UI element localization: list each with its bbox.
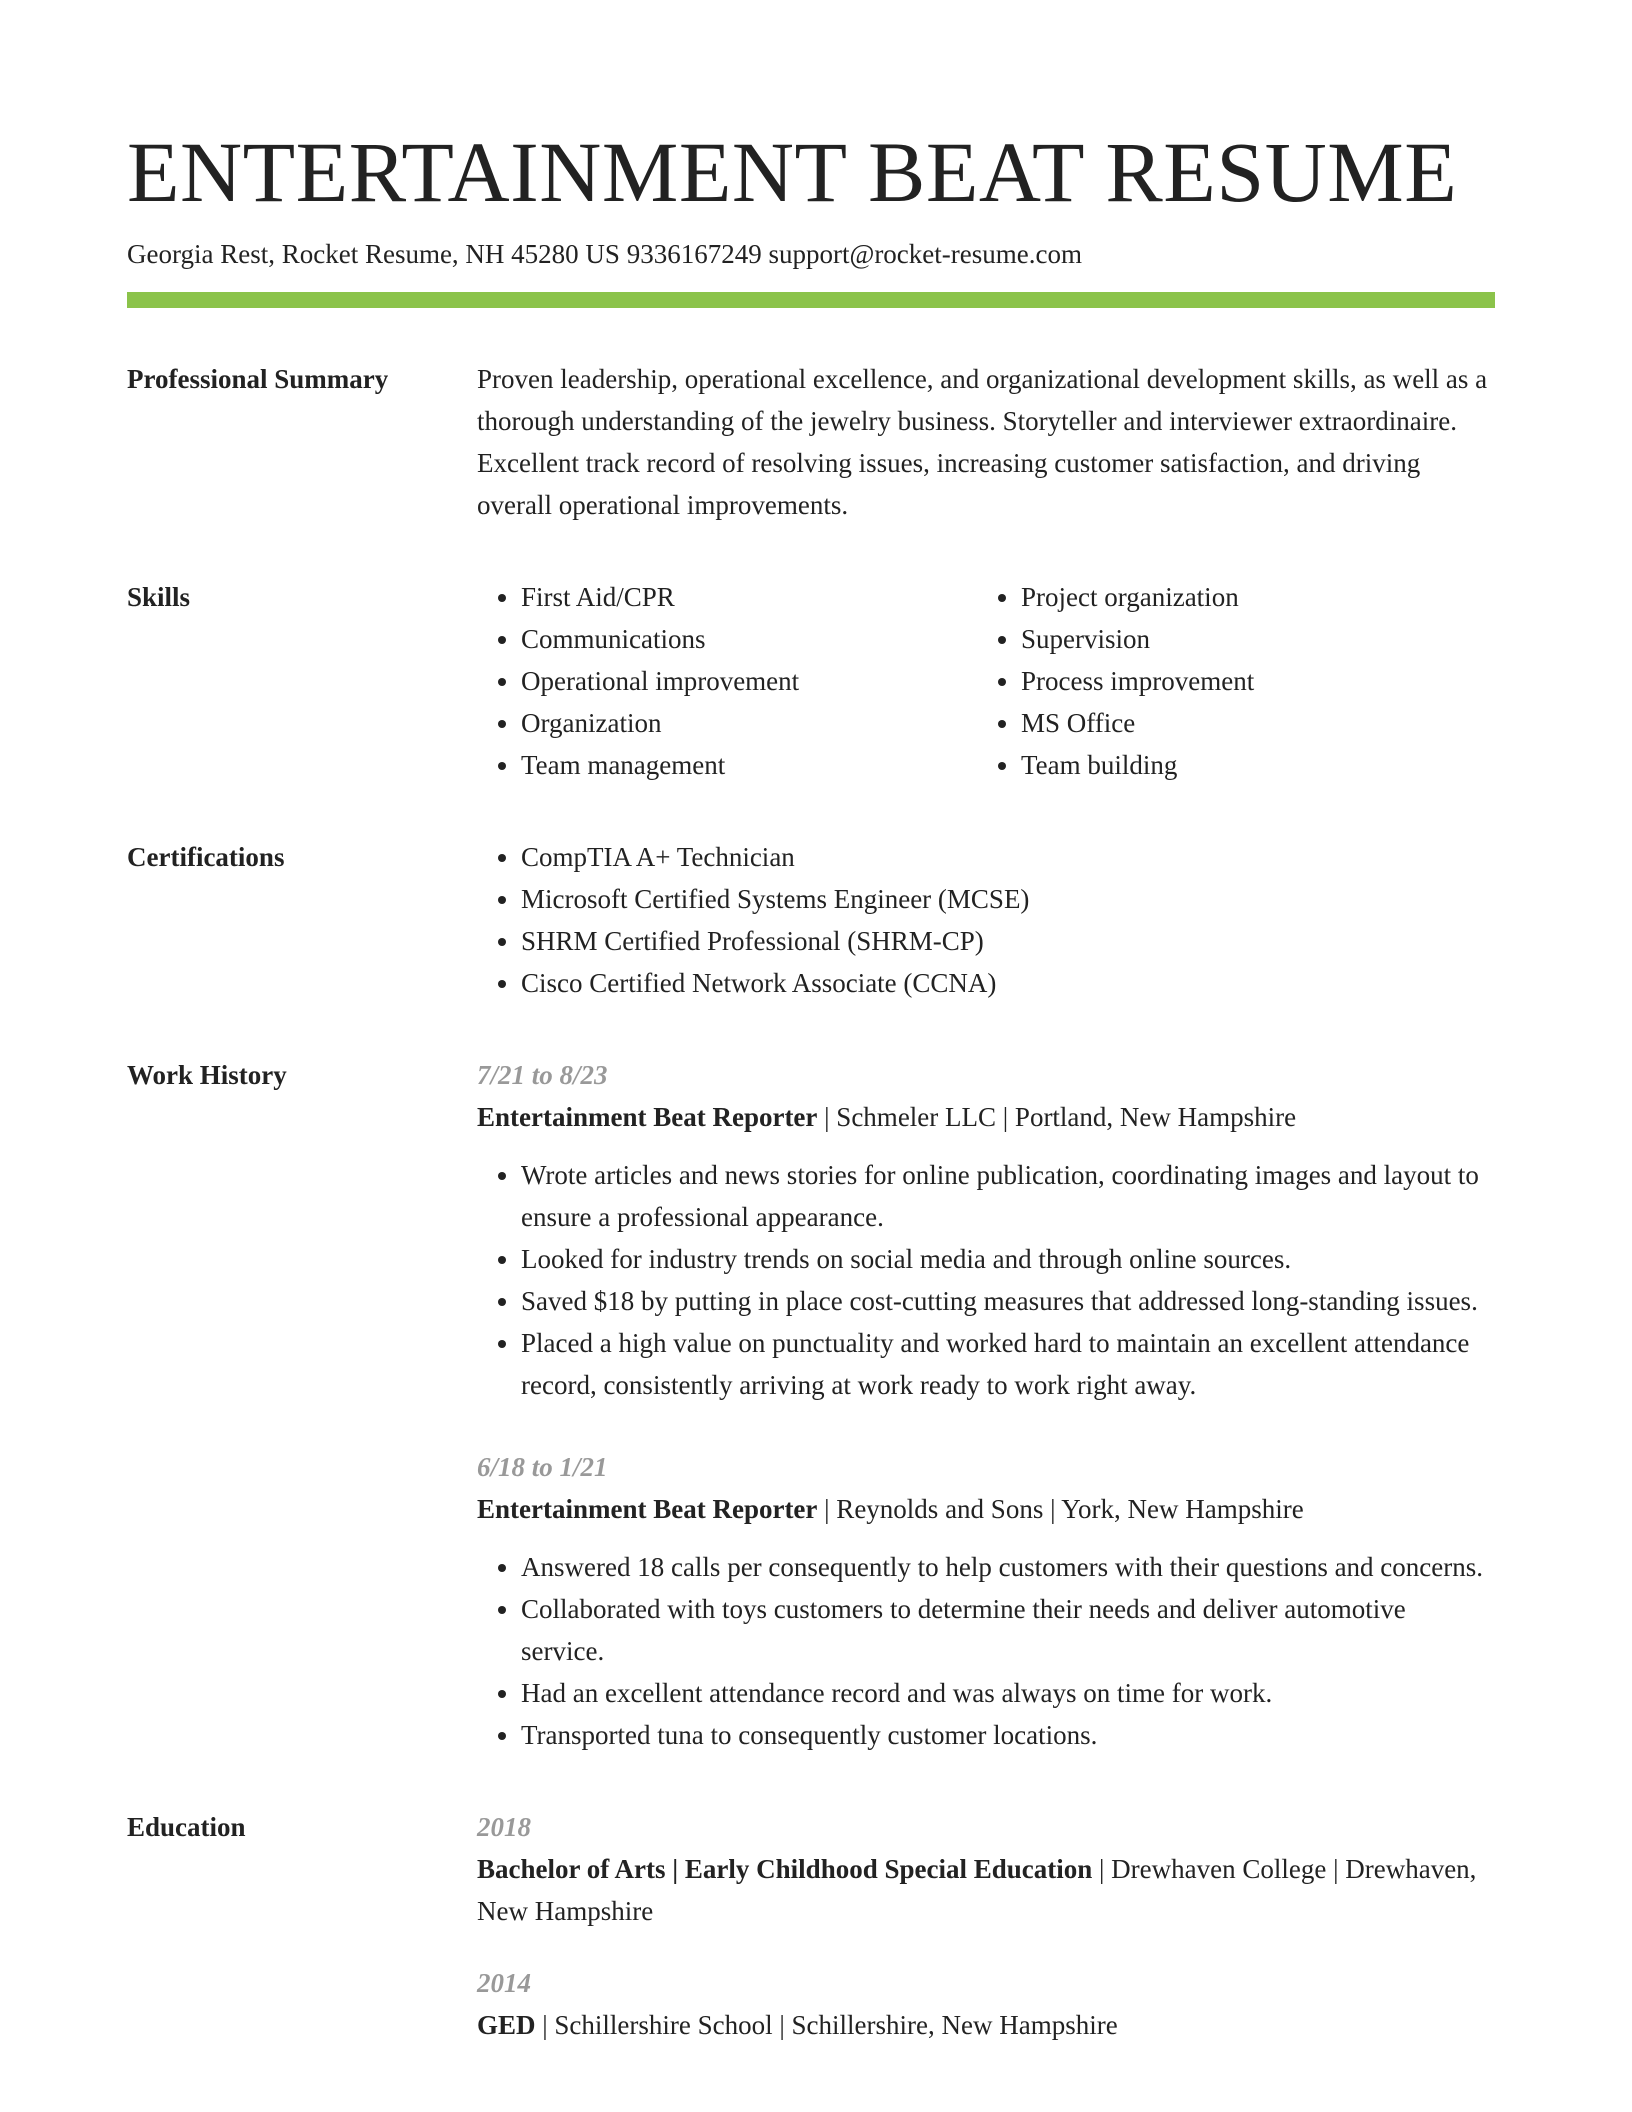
job-bullet: • Saved $18 by putting in place cost-cutting measures that addressed long-standing issues. [521, 1280, 1495, 1322]
job-details: | Reynolds and Sons | York, New Hampshire [817, 1494, 1304, 1524]
certification-item: • CompTIA A+ Technician [521, 836, 1495, 878]
job-bullet: • Answered 18 calls per consequently to help customers with their questions and concerns. [521, 1546, 1495, 1588]
job-bullet: • Collaborated with toys customers to determine their needs and deliver automotive service. [521, 1588, 1495, 1672]
contact-address: Georgia Rest, Rocket Resume, NH 45280 US [127, 239, 620, 269]
skills-label: Skills [127, 582, 191, 612]
job-dates: 6/18 to 1/21 [477, 1452, 608, 1482]
contact-phone: 9336167249 [626, 239, 762, 269]
job-bullet: • Placed a high value on punctuality and worked hard to maintain an excellent attendance record, consistently arriving at work ready to work right away. [521, 1322, 1495, 1406]
certification-item: • SHRM Certified Professional (SHRM-CP) [521, 920, 1495, 962]
job-role-line [477, 1488, 1495, 1530]
resume-page [127, 118, 1495, 2046]
skill-item: • Project organization [1021, 576, 1477, 618]
job-details: | Schmeler LLC | Portland, New Hampshire [817, 1102, 1297, 1132]
skills-list-left [477, 576, 977, 786]
education-degree: GED [477, 2010, 536, 2040]
job-bullet-list [477, 1154, 1495, 1406]
job-entry [477, 1054, 1495, 1406]
resume-title: ENTERTAINMENT BEAT RESUME [127, 124, 1458, 220]
job-bullet: • Looked for industry trends on social media and through online sources. [521, 1238, 1495, 1280]
contact-email: support@rocket-resume.com [768, 239, 1082, 269]
job-title: Entertainment Beat Reporter [477, 1494, 818, 1524]
work-history-label: Work History [127, 1060, 287, 1090]
education-section [127, 1806, 1495, 2046]
certifications-list [477, 836, 1495, 1004]
skills-section [127, 576, 1495, 786]
skill-item: • Process improvement [1021, 660, 1477, 702]
skill-item: • Team management [521, 744, 977, 786]
skills-list-right [977, 576, 1477, 786]
education-degree: Bachelor of Arts | Early Childhood Special Education [477, 1854, 1093, 1884]
education-entry [477, 1806, 1495, 1932]
certifications-label: Certifications [127, 842, 285, 872]
header-divider [127, 292, 1495, 308]
education-label: Education [127, 1812, 246, 1842]
skill-item: • Operational improvement [521, 660, 977, 702]
summary-section [127, 358, 1495, 526]
certifications-section [127, 836, 1495, 1004]
education-details: | Drewhaven College | Drewhaven, New Hampshire [477, 1854, 1477, 1926]
skill-item: • Supervision [1021, 618, 1477, 660]
skills-content [477, 576, 1495, 786]
education-content [477, 1806, 1495, 2046]
education-line [477, 1848, 1495, 1932]
job-bullet: • Wrote articles and news stories for online publication, coordinating images and layout to ensure a professional appearance. [521, 1154, 1495, 1238]
summary-label: Professional Summary [127, 364, 389, 394]
job-bullet: • Had an excellent attendance record and was always on time for work. [521, 1672, 1495, 1714]
education-line [477, 2004, 1495, 2046]
skill-item: • Organization [521, 702, 977, 744]
certification-item: • Microsoft Certified Systems Engineer (MCSE) [521, 878, 1495, 920]
job-bullet-list [477, 1546, 1495, 1756]
education-details: | Schillershire School | Schillershire, New Hampshire [535, 2010, 1118, 2040]
summary-content [477, 358, 1495, 526]
skill-item: • Team building [1021, 744, 1477, 786]
education-year: 2014 [477, 1968, 531, 1998]
education-year: 2018 [477, 1812, 531, 1842]
certification-item: • Cisco Certified Network Associate (CCNA) [521, 962, 1495, 1004]
summary-text: Proven leadership, operational excellence, and organizational development skills, as well as a thorough understanding of the jewelry business. Storyteller and interviewer extraordinaire. Excellent track record of resolving issues, increasing customer satisfaction, and driving overall operational improvements. [477, 364, 1488, 520]
contact-line [127, 234, 1495, 274]
work-history-content [477, 1054, 1495, 1756]
job-role-line [477, 1096, 1495, 1138]
skill-item: • First Aid/CPR [521, 576, 977, 618]
job-dates: 7/21 to 8/23 [477, 1060, 608, 1090]
work-history-section [127, 1054, 1495, 1756]
skill-item: • Communications [521, 618, 977, 660]
certifications-content [477, 836, 1495, 1004]
job-entry [477, 1446, 1495, 1756]
skill-item: • MS Office [1021, 702, 1477, 744]
education-entry [477, 1962, 1495, 2046]
job-bullet: • Transported tuna to consequently customer locations. [521, 1714, 1495, 1756]
job-title: Entertainment Beat Reporter [477, 1102, 818, 1132]
